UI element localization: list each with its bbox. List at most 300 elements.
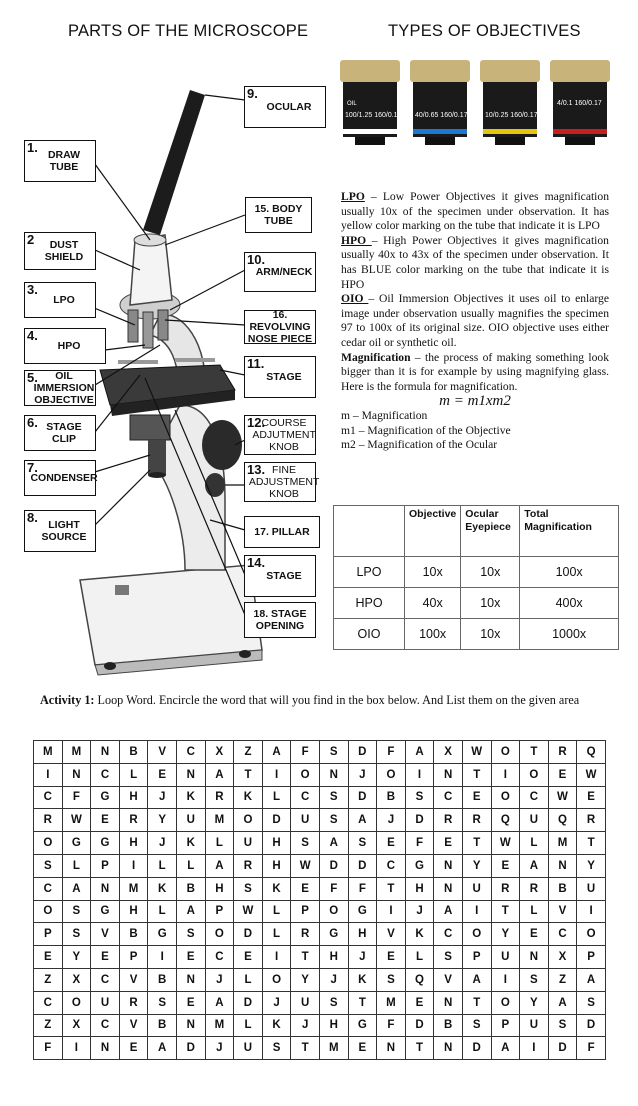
grid-letter-cell[interactable]: E (234, 946, 263, 969)
grid-letter-cell[interactable]: J (291, 1014, 320, 1037)
grid-letter-cell[interactable]: W (462, 741, 491, 764)
grid-letter-cell[interactable]: U (91, 991, 120, 1014)
table-cell: OIO (334, 619, 405, 650)
grid-letter-cell[interactable]: A (205, 854, 234, 877)
grid-letter-cell[interactable]: L (405, 946, 434, 969)
grid-letter-cell[interactable]: B (377, 786, 406, 809)
grid-letter-cell[interactable]: S (462, 1014, 491, 1037)
grid-letter-cell[interactable]: K (348, 968, 377, 991)
grid-letter-cell[interactable]: Y (62, 946, 91, 969)
objective-lens-4x (550, 60, 610, 145)
grid-letter-cell[interactable]: I (34, 763, 63, 786)
grid-letter-cell[interactable]: T (377, 877, 406, 900)
grid-letter-cell[interactable]: E (291, 877, 320, 900)
grid-letter-cell[interactable]: L (205, 832, 234, 855)
grid-letter-cell[interactable]: W (62, 809, 91, 832)
grid-letter-cell[interactable]: C (291, 786, 320, 809)
grid-letter-cell[interactable]: E (91, 809, 120, 832)
grid-letter-cell[interactable]: L (262, 900, 291, 923)
grid-letter-cell[interactable]: M (205, 809, 234, 832)
grid-letter-cell[interactable]: W (234, 900, 263, 923)
grid-letter-cell[interactable]: M (377, 991, 406, 1014)
grid-letter-cell[interactable]: D (548, 1037, 577, 1060)
grid-letter-cell[interactable]: G (405, 854, 434, 877)
grid-letter-cell[interactable]: H (262, 854, 291, 877)
grid-letter-cell[interactable]: O (34, 900, 63, 923)
grid-letter-cell[interactable]: R (119, 809, 148, 832)
grid-letter-cell[interactable]: S (377, 968, 406, 991)
grid-letter-cell[interactable]: C (34, 991, 63, 1014)
grid-letter-cell[interactable]: M (62, 741, 91, 764)
grid-letter-cell[interactable]: V (91, 923, 120, 946)
grid-letter-cell[interactable]: V (434, 968, 463, 991)
grid-letter-cell[interactable]: D (348, 786, 377, 809)
grid-letter-cell[interactable]: K (148, 877, 177, 900)
grid-letter-cell[interactable]: N (377, 1037, 406, 1060)
grid-letter-cell[interactable]: O (291, 763, 320, 786)
grid-letter-cell[interactable]: H (262, 832, 291, 855)
grid-letter-cell[interactable]: U (520, 1014, 549, 1037)
grid-letter-cell[interactable]: T (348, 991, 377, 1014)
grid-letter-cell[interactable]: B (176, 877, 205, 900)
grid-letter-cell[interactable]: A (176, 900, 205, 923)
grid-letter-cell[interactable]: E (148, 763, 177, 786)
grid-letter-cell[interactable]: N (176, 968, 205, 991)
grid-letter-cell[interactable]: V (119, 968, 148, 991)
grid-letter-cell[interactable]: X (205, 741, 234, 764)
grid-letter-cell[interactable]: G (148, 923, 177, 946)
grid-letter-cell[interactable]: R (34, 809, 63, 832)
grid-letter-cell[interactable]: I (491, 968, 520, 991)
grid-letter-cell[interactable]: F (348, 877, 377, 900)
label-stage-clip: 6. STAGE CLIP (24, 415, 96, 451)
grid-letter-cell[interactable]: W (491, 832, 520, 855)
grid-letter-cell[interactable]: B (119, 741, 148, 764)
grid-letter-cell[interactable]: Z (234, 741, 263, 764)
grid-letter-cell[interactable]: V (119, 1014, 148, 1037)
grid-letter-cell[interactable]: D (348, 741, 377, 764)
grid-letter-cell[interactable]: A (348, 809, 377, 832)
grid-letter-cell[interactable]: V (148, 741, 177, 764)
grid-letter-cell[interactable]: E (348, 1037, 377, 1060)
grid-letter-cell[interactable]: L (234, 1014, 263, 1037)
grid-letter-cell[interactable]: T (520, 741, 549, 764)
grid-letter-cell[interactable]: U (520, 809, 549, 832)
grid-letter-cell[interactable]: G (348, 900, 377, 923)
grid-row (34, 946, 606, 969)
grid-letter-cell[interactable]: O (205, 923, 234, 946)
grid-letter-cell[interactable]: W (548, 786, 577, 809)
grid-letter-cell[interactable]: N (548, 854, 577, 877)
grid-letter-cell[interactable]: P (91, 854, 120, 877)
grid-letter-cell[interactable]: E (377, 832, 406, 855)
grid-letter-cell[interactable]: D (319, 854, 348, 877)
grid-letter-cell[interactable]: Z (34, 1014, 63, 1037)
grid-letter-cell[interactable]: L (262, 786, 291, 809)
grid-letter-cell[interactable]: D (405, 1014, 434, 1037)
grid-letter-cell[interactable]: T (462, 991, 491, 1014)
grid-letter-cell[interactable]: U (176, 809, 205, 832)
grid-letter-cell[interactable]: S (548, 1014, 577, 1037)
grid-letter-cell[interactable]: L (262, 923, 291, 946)
grid-letter-cell[interactable]: A (62, 877, 91, 900)
grid-letter-cell[interactable]: U (234, 1037, 263, 1060)
svg-text:4/0.1 160/0.17: 4/0.1 160/0.17 (557, 100, 602, 107)
grid-letter-cell[interactable]: S (34, 854, 63, 877)
grid-letter-cell[interactable]: Q (577, 741, 606, 764)
grid-letter-cell[interactable]: D (462, 1037, 491, 1060)
grid-letter-cell[interactable]: R (234, 854, 263, 877)
grid-letter-cell[interactable]: B (434, 1014, 463, 1037)
grid-letter-cell[interactable]: O (262, 968, 291, 991)
grid-letter-cell[interactable]: C (520, 786, 549, 809)
grid-letter-cell[interactable]: G (91, 832, 120, 855)
grid-letter-cell[interactable]: A (405, 741, 434, 764)
grid-letter-cell[interactable]: J (205, 968, 234, 991)
grid-letter-cell[interactable]: B (119, 923, 148, 946)
grid-letter-cell[interactable]: J (148, 832, 177, 855)
grid-letter-cell[interactable]: E (34, 946, 63, 969)
grid-letter-cell[interactable]: F (319, 877, 348, 900)
grid-letter-cell[interactable]: R (577, 809, 606, 832)
grid-letter-cell[interactable]: D (262, 809, 291, 832)
grid-letter-cell[interactable]: M (319, 1037, 348, 1060)
grid-letter-cell[interactable]: U (291, 809, 320, 832)
grid-letter-cell[interactable]: R (462, 809, 491, 832)
grid-letter-cell[interactable]: N (176, 1014, 205, 1037)
grid-letter-cell[interactable]: F (577, 1037, 606, 1060)
grid-letter-cell[interactable]: T (577, 832, 606, 855)
grid-letter-cell[interactable]: E (520, 923, 549, 946)
grid-letter-cell[interactable]: A (205, 991, 234, 1014)
label-pillar: 17. PILLAR (244, 516, 320, 548)
grid-letter-cell[interactable]: N (434, 763, 463, 786)
grid-letter-cell[interactable]: I (262, 946, 291, 969)
grid-letter-cell[interactable]: C (434, 923, 463, 946)
grid-letter-cell[interactable]: T (405, 1037, 434, 1060)
grid-letter-cell[interactable]: E (491, 854, 520, 877)
grid-letter-cell[interactable]: P (119, 946, 148, 969)
grid-letter-cell[interactable]: N (91, 877, 120, 900)
grid-letter-cell[interactable]: S (348, 832, 377, 855)
grid-letter-cell[interactable]: D (405, 809, 434, 832)
grid-letter-cell[interactable]: C (377, 854, 406, 877)
grid-row (34, 877, 606, 900)
grid-letter-cell[interactable]: E (91, 946, 120, 969)
grid-letter-cell[interactable]: H (348, 923, 377, 946)
grid-letter-cell[interactable]: G (319, 923, 348, 946)
grid-letter-cell[interactable]: C (34, 877, 63, 900)
grid-letter-cell[interactable]: R (548, 741, 577, 764)
grid-letter-cell[interactable]: H (119, 900, 148, 923)
grid-letter-cell[interactable]: T (462, 763, 491, 786)
formula-legend-m: m – Magnification (341, 408, 428, 422)
grid-letter-cell[interactable]: N (91, 1037, 120, 1060)
grid-letter-cell[interactable]: P (491, 1014, 520, 1037)
grid-row (34, 809, 606, 832)
grid-letter-cell[interactable]: N (176, 763, 205, 786)
label-lpo: 3. LPO (24, 282, 96, 318)
grid-letter-cell[interactable]: K (262, 877, 291, 900)
grid-letter-cell[interactable]: L (148, 900, 177, 923)
grid-letter-cell[interactable]: R (434, 809, 463, 832)
grid-letter-cell[interactable]: S (148, 991, 177, 1014)
grid-letter-cell[interactable]: J (148, 786, 177, 809)
grid-letter-cell[interactable]: M (34, 741, 63, 764)
grid-letter-cell[interactable]: O (377, 763, 406, 786)
label-body-tube: 15. BODY TUBE (245, 197, 312, 233)
grid-letter-cell[interactable]: Y (491, 923, 520, 946)
grid-letter-cell[interactable]: N (434, 991, 463, 1014)
grid-letter-cell[interactable]: O (34, 832, 63, 855)
grid-letter-cell[interactable]: A (148, 1037, 177, 1060)
grid-letter-cell[interactable]: T (491, 900, 520, 923)
grid-letter-cell[interactable]: U (491, 946, 520, 969)
grid-letter-cell[interactable]: A (548, 991, 577, 1014)
grid-letter-cell[interactable]: Z (548, 968, 577, 991)
grid-letter-cell[interactable]: S (577, 991, 606, 1014)
grid-letter-cell[interactable]: M (205, 1014, 234, 1037)
grid-letter-cell[interactable]: J (319, 968, 348, 991)
grid-letter-cell[interactable]: J (205, 1037, 234, 1060)
grid-letter-cell[interactable]: T (234, 763, 263, 786)
grid-letter-cell[interactable]: L (148, 854, 177, 877)
grid-letter-cell[interactable]: I (405, 763, 434, 786)
grid-letter-cell[interactable]: Y (462, 854, 491, 877)
grid-letter-cell[interactable]: F (34, 1037, 63, 1060)
activity-text: Loop Word. Encircle the word that will you find in the box below. And List them on the given area (94, 693, 580, 707)
grid-letter-cell[interactable]: D (234, 991, 263, 1014)
grid-letter-cell[interactable]: O (62, 991, 91, 1014)
grid-letter-cell[interactable]: Y (148, 809, 177, 832)
grid-letter-cell[interactable]: Q (491, 809, 520, 832)
grid-letter-cell[interactable]: E (119, 1037, 148, 1060)
grid-letter-cell[interactable]: G (62, 832, 91, 855)
grid-letter-cell[interactable]: N (91, 741, 120, 764)
grid-letter-cell[interactable]: I (577, 900, 606, 923)
grid-letter-cell[interactable]: L (176, 854, 205, 877)
grid-letter-cell[interactable]: W (577, 763, 606, 786)
grid-letter-cell[interactable]: C (34, 786, 63, 809)
grid-letter-cell[interactable]: N (434, 1037, 463, 1060)
grid-letter-cell[interactable]: S (62, 923, 91, 946)
grid-letter-cell[interactable]: C (205, 946, 234, 969)
grid-letter-cell[interactable]: C (434, 786, 463, 809)
grid-letter-cell[interactable]: A (205, 763, 234, 786)
svg-text:100/1.25 160/0.17: 100/1.25 160/0.17 (345, 112, 402, 119)
grid-letter-cell[interactable]: G (91, 786, 120, 809)
grid-letter-cell[interactable]: S (319, 786, 348, 809)
grid-letter-cell[interactable]: S (405, 786, 434, 809)
grid-letter-cell[interactable]: S (319, 741, 348, 764)
grid-letter-cell[interactable]: E (434, 832, 463, 855)
grid-letter-cell[interactable]: N (62, 763, 91, 786)
grid-letter-cell[interactable]: X (548, 946, 577, 969)
grid-letter-cell[interactable]: U (462, 877, 491, 900)
grid-letter-cell[interactable]: H (319, 1014, 348, 1037)
grid-letter-cell[interactable]: R (291, 923, 320, 946)
magnification-table (333, 505, 619, 650)
grid-letter-cell[interactable]: E (405, 991, 434, 1014)
grid-letter-cell[interactable]: F (291, 741, 320, 764)
grid-letter-cell[interactable]: O (234, 809, 263, 832)
grid-letter-cell[interactable]: H (405, 877, 434, 900)
grid-letter-cell[interactable]: C (91, 763, 120, 786)
grid-letter-cell[interactable]: B (148, 1014, 177, 1037)
grid-letter-cell[interactable]: X (434, 741, 463, 764)
grid-letter-cell[interactable]: O (462, 923, 491, 946)
grid-letter-cell[interactable]: S (62, 900, 91, 923)
grid-letter-cell[interactable]: L (520, 900, 549, 923)
grid-letter-cell[interactable]: R (491, 877, 520, 900)
grid-letter-cell[interactable]: A (262, 741, 291, 764)
grid-letter-cell[interactable]: W (291, 854, 320, 877)
grid-letter-cell[interactable]: K (405, 923, 434, 946)
grid-letter-cell[interactable]: J (348, 763, 377, 786)
grid-letter-cell[interactable]: J (348, 946, 377, 969)
grid-letter-cell[interactable]: B (548, 877, 577, 900)
grid-letter-cell[interactable]: I (491, 763, 520, 786)
grid-letter-cell[interactable]: C (548, 923, 577, 946)
grid-letter-cell[interactable]: K (234, 786, 263, 809)
grid-letter-cell[interactable]: N (434, 854, 463, 877)
grid-letter-cell[interactable]: E (548, 763, 577, 786)
word-search-grid[interactable] (33, 740, 606, 1060)
grid-letter-cell[interactable]: S (291, 832, 320, 855)
grid-letter-cell[interactable]: S (319, 991, 348, 1014)
grid-letter-cell[interactable]: H (119, 832, 148, 855)
grid-letter-cell[interactable]: T (291, 946, 320, 969)
grid-letter-cell[interactable]: Z (34, 968, 63, 991)
grid-letter-cell[interactable]: I (377, 900, 406, 923)
table-cell: 10x (461, 588, 520, 619)
grid-letter-cell[interactable]: F (377, 1014, 406, 1037)
grid-letter-cell[interactable]: A (462, 968, 491, 991)
grid-letter-cell[interactable]: S (520, 968, 549, 991)
grid-letter-cell[interactable]: F (62, 786, 91, 809)
grid-letter-cell[interactable]: O (520, 763, 549, 786)
label-stage-opening: 18. STAGE OPENING (244, 602, 316, 638)
grid-letter-cell[interactable]: S (319, 809, 348, 832)
grid-letter-cell[interactable]: I (62, 1037, 91, 1060)
table-cell: LPO (334, 557, 405, 588)
grid-letter-cell[interactable]: A (319, 832, 348, 855)
grid-letter-cell[interactable]: Y (520, 991, 549, 1014)
grid-letter-cell[interactable]: V (548, 900, 577, 923)
grid-letter-cell[interactable]: N (434, 877, 463, 900)
grid-letter-cell[interactable]: J (262, 991, 291, 1014)
grid-letter-cell[interactable]: O (319, 900, 348, 923)
grid-letter-cell[interactable]: E (176, 946, 205, 969)
grid-letter-cell[interactable]: F (377, 741, 406, 764)
grid-letter-cell[interactable]: O (491, 991, 520, 1014)
label-coarse-adjustment-knob: 12. COURSE ADJUTMENT KNOB (244, 415, 316, 455)
grid-letter-cell[interactable]: M (548, 832, 577, 855)
grid-letter-cell[interactable]: F (405, 832, 434, 855)
grid-letter-cell[interactable]: D (234, 923, 263, 946)
grid-letter-cell[interactable]: I (119, 854, 148, 877)
grid-letter-cell[interactable]: L (520, 832, 549, 855)
grid-letter-cell[interactable]: I (462, 900, 491, 923)
grid-letter-cell[interactable]: G (91, 900, 120, 923)
grid-letter-cell[interactable]: H (119, 786, 148, 809)
grid-letter-cell[interactable]: H (205, 877, 234, 900)
grid-letter-cell[interactable]: P (205, 900, 234, 923)
grid-letter-cell[interactable]: S (434, 946, 463, 969)
grid-letter-cell[interactable]: I (520, 1037, 549, 1060)
grid-letter-cell[interactable]: C (91, 1014, 120, 1037)
grid-letter-cell[interactable]: G (348, 1014, 377, 1037)
grid-letter-cell[interactable]: M (119, 877, 148, 900)
grid-letter-cell[interactable]: P (291, 900, 320, 923)
grid-letter-cell[interactable]: Y (291, 968, 320, 991)
grid-letter-cell[interactable]: Q (405, 968, 434, 991)
grid-letter-cell[interactable]: P (577, 946, 606, 969)
grid-letter-cell[interactable]: S (176, 923, 205, 946)
grid-letter-cell[interactable]: A (434, 900, 463, 923)
grid-letter-cell[interactable]: L (119, 763, 148, 786)
grid-letter-cell[interactable]: R (520, 877, 549, 900)
grid-letter-cell[interactable]: K (262, 1014, 291, 1037)
grid-letter-cell[interactable]: S (262, 1037, 291, 1060)
grid-letter-cell[interactable]: D (176, 1037, 205, 1060)
grid-letter-cell[interactable]: L (234, 968, 263, 991)
grid-letter-cell[interactable]: J (377, 809, 406, 832)
grid-letter-cell[interactable]: O (577, 923, 606, 946)
grid-letter-cell[interactable]: A (577, 968, 606, 991)
grid-letter-cell[interactable]: K (176, 786, 205, 809)
grid-letter-cell[interactable]: L (62, 854, 91, 877)
grid-letter-cell[interactable]: C (176, 741, 205, 764)
grid-letter-cell[interactable]: K (176, 832, 205, 855)
grid-letter-cell[interactable]: A (520, 854, 549, 877)
grid-letter-cell[interactable]: R (119, 991, 148, 1014)
grid-letter-cell[interactable]: J (405, 900, 434, 923)
grid-letter-cell[interactable]: U (577, 877, 606, 900)
grid-letter-cell[interactable]: N (520, 946, 549, 969)
grid-letter-cell[interactable]: Q (548, 809, 577, 832)
grid-letter-cell[interactable]: Y (577, 854, 606, 877)
grid-letter-cell[interactable]: A (491, 1037, 520, 1060)
grid-letter-cell[interactable]: P (34, 923, 63, 946)
grid-letter-cell[interactable]: E (462, 786, 491, 809)
grid-letter-cell[interactable]: T (462, 832, 491, 855)
grid-letter-cell[interactable]: P (462, 946, 491, 969)
grid-letter-cell[interactable]: I (148, 946, 177, 969)
grid-letter-cell[interactable]: E (577, 786, 606, 809)
grid-letter-cell[interactable]: T (291, 1037, 320, 1060)
grid-row (34, 786, 606, 809)
grid-letter-cell[interactable]: S (234, 877, 263, 900)
grid-letter-cell[interactable]: E (176, 991, 205, 1014)
grid-letter-cell[interactable]: O (491, 741, 520, 764)
grid-letter-cell[interactable]: O (491, 786, 520, 809)
grid-letter-cell[interactable]: H (319, 946, 348, 969)
grid-letter-cell[interactable]: U (234, 832, 263, 855)
grid-letter-cell[interactable]: I (262, 763, 291, 786)
grid-letter-cell[interactable]: X (62, 968, 91, 991)
grid-letter-cell[interactable]: U (291, 991, 320, 1014)
grid-letter-cell[interactable]: N (319, 763, 348, 786)
grid-letter-cell[interactable]: D (348, 854, 377, 877)
grid-letter-cell[interactable]: C (91, 968, 120, 991)
grid-letter-cell[interactable]: V (377, 923, 406, 946)
grid-letter-cell[interactable]: E (377, 946, 406, 969)
grid-letter-cell[interactable]: B (148, 968, 177, 991)
grid-letter-cell[interactable]: R (205, 786, 234, 809)
grid-letter-cell[interactable]: D (577, 1014, 606, 1037)
grid-letter-cell[interactable]: X (62, 1014, 91, 1037)
